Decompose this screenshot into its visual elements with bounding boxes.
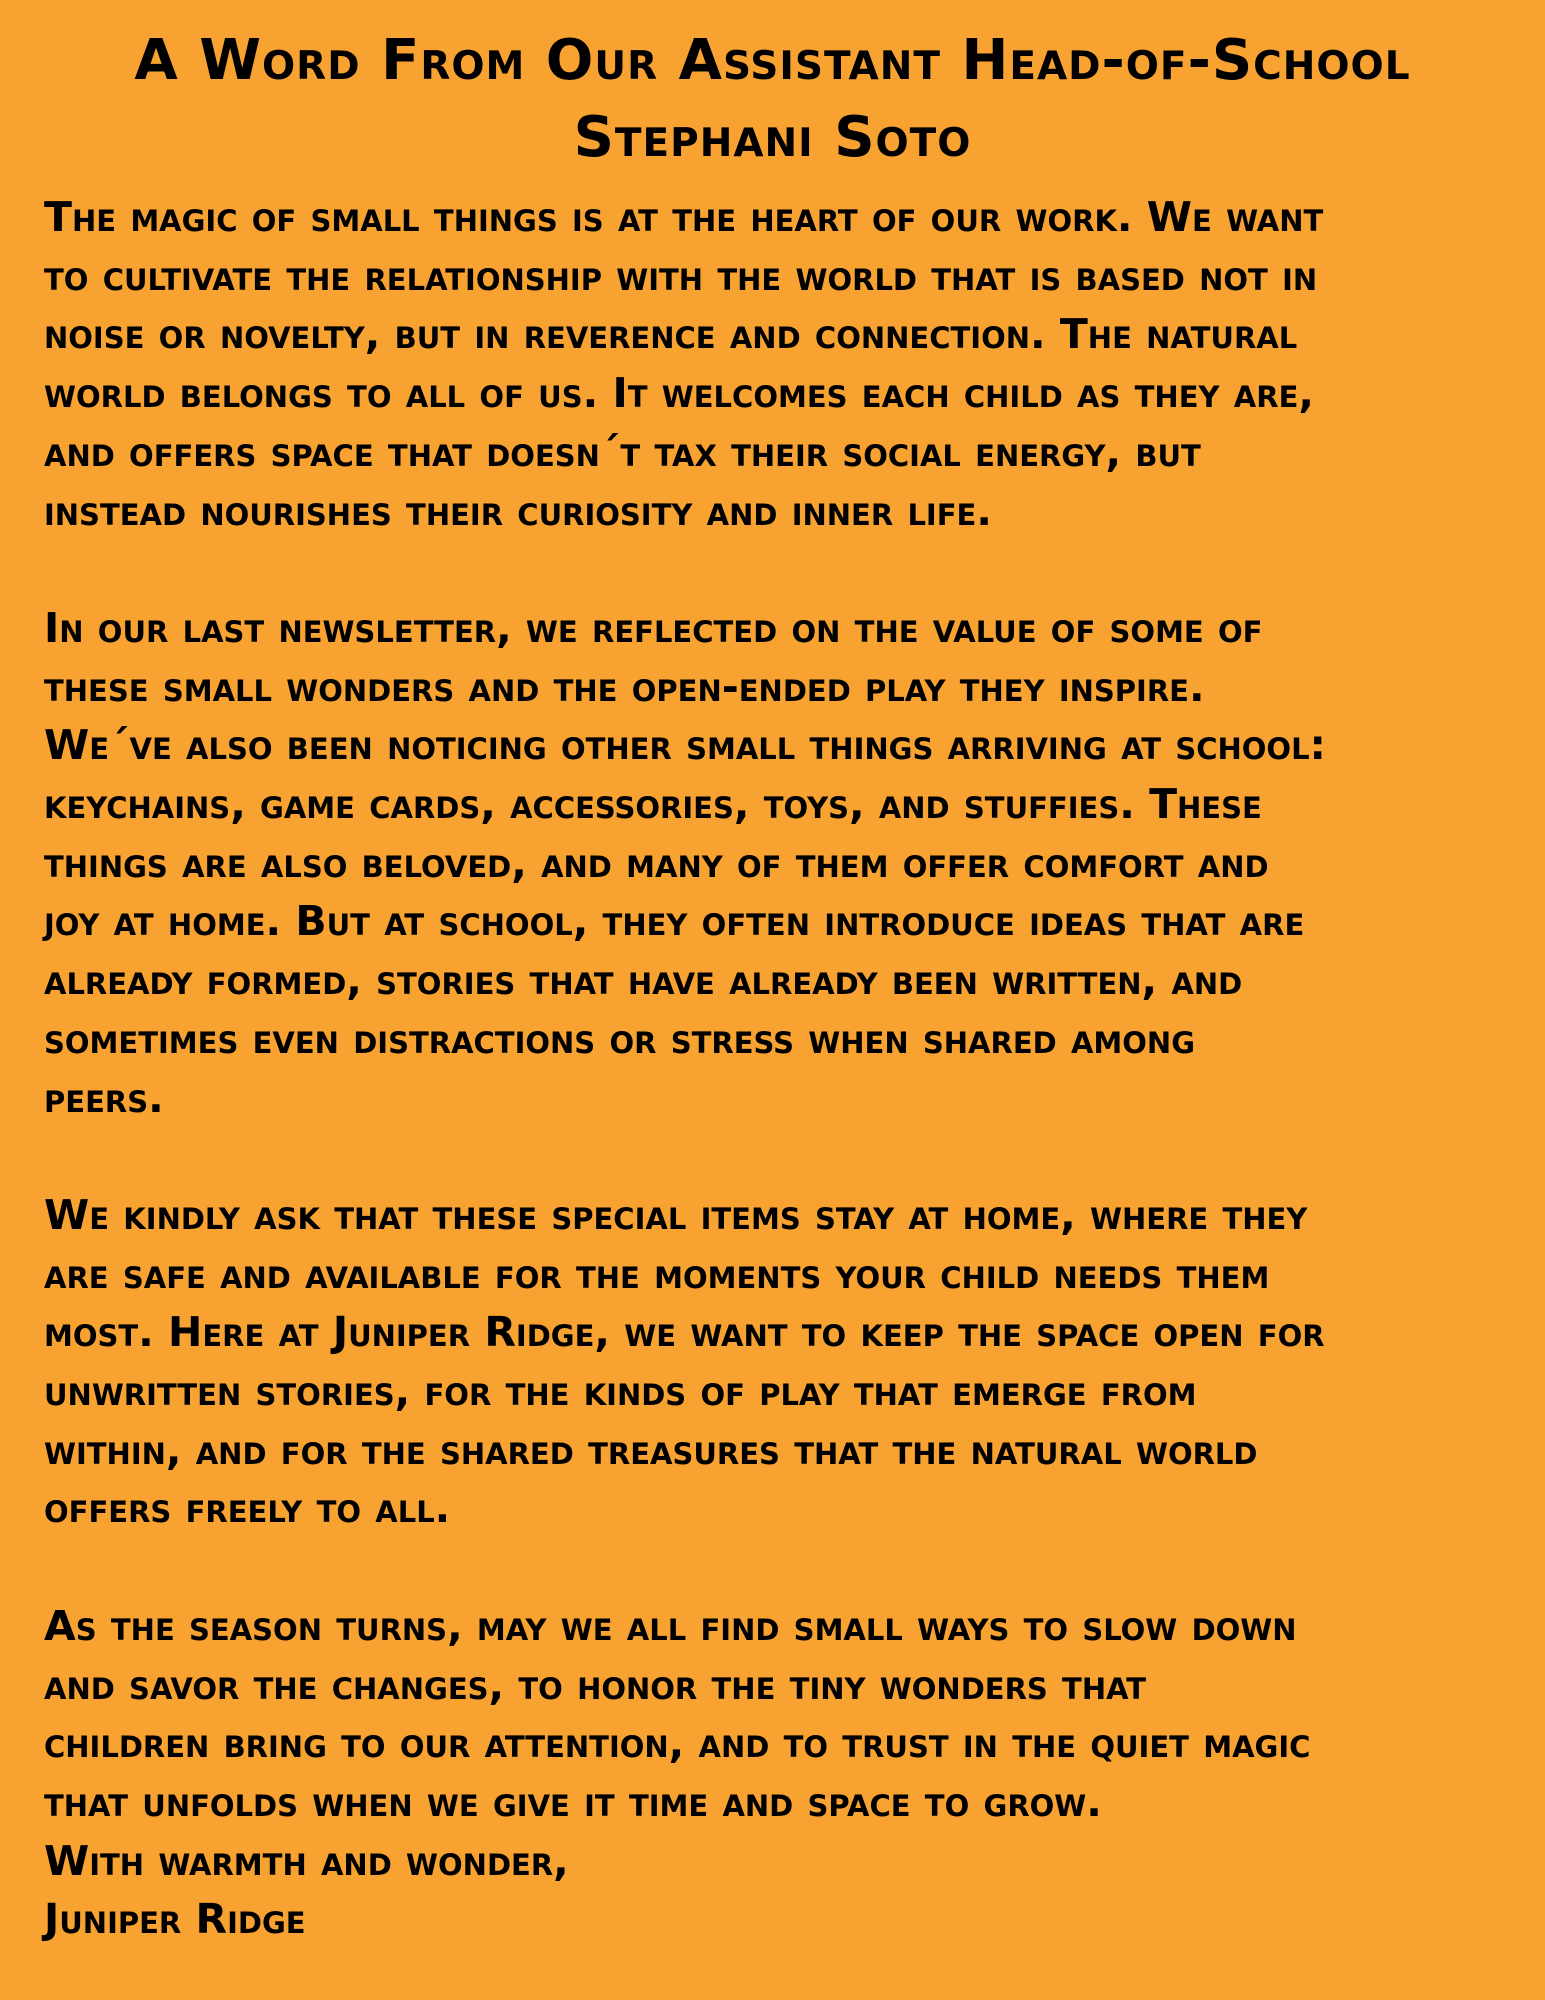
text-line: The magic of small things is at the heart of our work. We want [44, 193, 1324, 241]
text-line: things are also beloved, and many of them offer comfort and [44, 838, 1269, 887]
text-line: We kindly ask that these special items stay at home, where they [44, 1190, 1308, 1239]
paragraph-2 [44, 599, 1501, 1127]
paragraph-1 [44, 188, 1501, 540]
text-line: joy at home. But at school, they often introduce ideas that are [44, 897, 1305, 946]
text-line: offers freely to all. [44, 1484, 451, 1533]
text-line: keychains, game cards, accessories, toys, and stuffies. These [44, 780, 1262, 829]
text-line: are safe and available for the moments your child needs them [44, 1249, 1270, 1298]
text-line: sometimes even distractions or stress when shared among [44, 1014, 1195, 1063]
text-line: We´ve also been noticing other small things arriving at school: [44, 721, 1326, 770]
paragraph-4 [44, 1597, 1501, 1949]
letter-body [44, 188, 1501, 1949]
text-line: and offers space that doesn´t tax their social energy, but [44, 427, 1201, 476]
letter-closing: With warmth and wonder, [44, 1836, 569, 1885]
text-line: children bring to our attention, and to trust in the quiet magic [44, 1719, 1311, 1768]
text-line: most. Here at Juniper Ridge, we want to keep the space open for [44, 1308, 1325, 1357]
text-line: In our last newsletter, we reflected on the value of some of [44, 603, 1263, 652]
text-line: these small wonders and the open-ended play they inspire. [44, 662, 1205, 711]
text-line: As the season turns, may we all find small ways to slow down [44, 1601, 1297, 1650]
text-line: within, and for the shared treasures that the natural world [44, 1425, 1258, 1474]
paragraph-3 [44, 1186, 1501, 1538]
author-name: Stephani Soto [573, 105, 972, 170]
letter-title: A Word From Our Assistant Head-of-School [134, 28, 1411, 93]
text-line: peers. [44, 1073, 164, 1122]
letter-header [44, 22, 1501, 176]
letter-signature: Juniper Ridge [44, 1895, 306, 1944]
text-line: already formed, stories that have already been written, and [44, 956, 1243, 1005]
text-line: instead nourishes their curiosity and inner life. [44, 486, 992, 535]
text-line: world belongs to all of us. It welcomes each child as they are, [44, 369, 1314, 418]
text-line: that unfolds when we give it time and space to grow. [44, 1777, 1102, 1826]
text-line: noise or novelty, but in reverence and connection. The natural [44, 310, 1298, 359]
text-line: to cultivate the relationship with the world that is based not in [44, 251, 1318, 300]
text-line: and savor the changes, to honor the tiny wonders that [44, 1660, 1147, 1709]
text-line: unwritten stories, for the kinds of play that emerge from [44, 1367, 1197, 1416]
